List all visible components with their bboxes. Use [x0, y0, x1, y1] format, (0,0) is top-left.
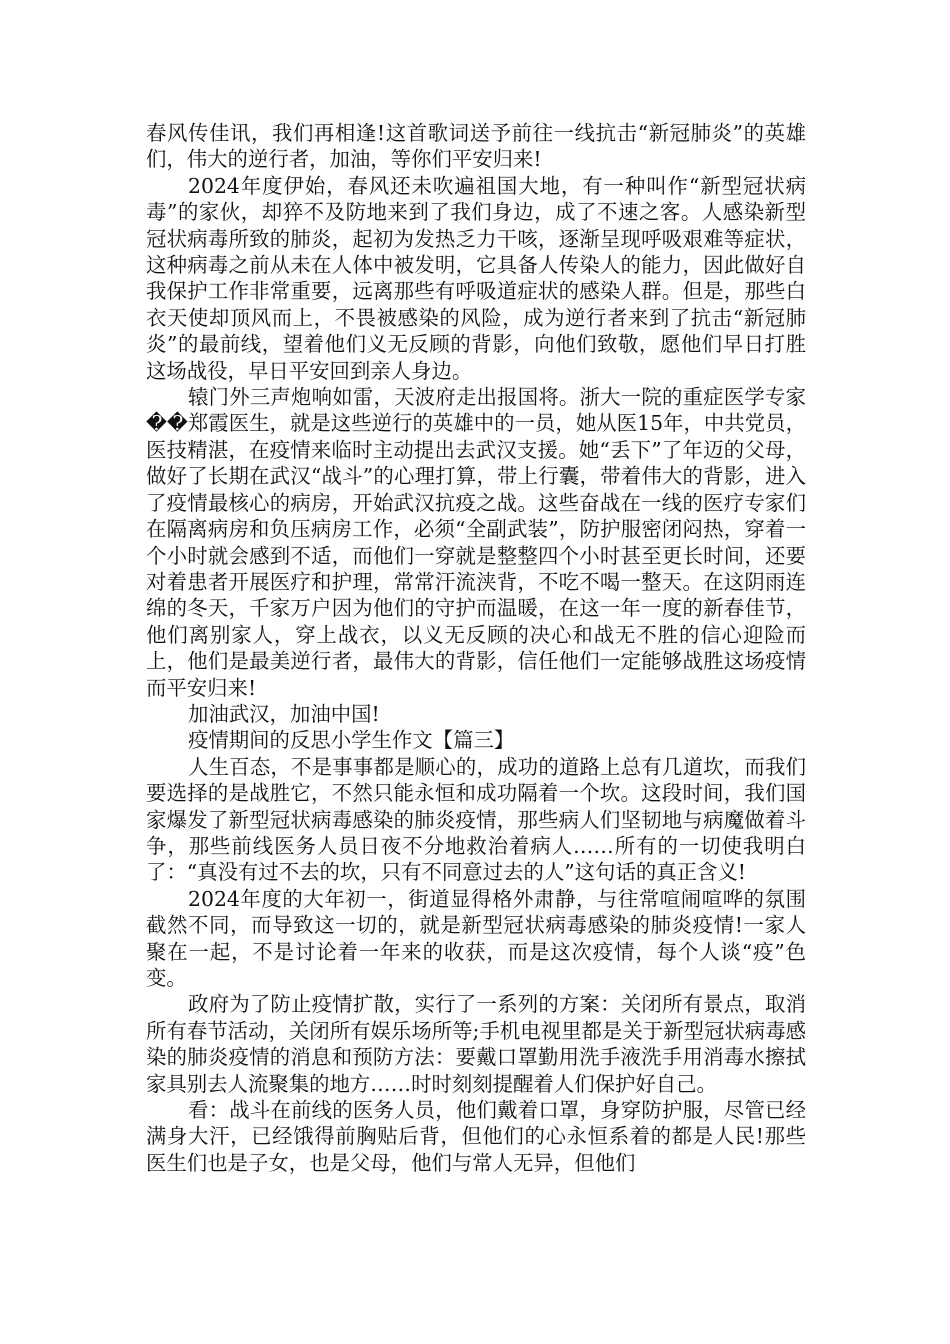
paragraph: 2024年度伊始，春风还未吹遍祖国大地，有一种叫作“新型冠状病毒”的家伙，却猝不及防地来到了我们身边，成了不速之客。人感染新型冠状病毒所致的肺炎，起初为发热乏力干咳，逐渐呈现呼吸艰难等症状，这种病毒之前从未在人体中被发明，它具备人传染人的能力，因此做好自我保护工作非常重要，远离那些有呼吸道症状的感染人群。但是，那些白衣天使却顶风而上，不畏被感染的风险，成为逆行者来到了抗击“新冠肺炎”的最前线，望着他们义无反顾的背影，向他们致敬，愿他们早日打胜这场战役，早日平安回到亲人身边。 [146, 173, 806, 383]
paragraph: 人生百态，不是事事都是顺心的，成功的道路上总有几道坎，而我们要选择的是战胜它，不然只能永恒和成功隔着一个坎。这段时间，我们国家爆发了新型冠状病毒感染的肺炎疫情，那些病人们坚韧地与病魔做着斗争，那些前线医务人员日夜不分地救治着病人……所有的一切使我明白了：“真没有过不去的坎，只有不同意过去的人”这句话的真正含义! [146, 754, 806, 885]
paragraph: 政府为了防止疫情扩散，实行了一系列的方案：关闭所有景点，取消所有春节活动，关闭所有娱乐场所等;手机电视里都是关于新型冠状病毒感染的肺炎疫情的消息和预防方法：要戴口罩勤用洗手液洗手用消毒水擦拭家具别去人流聚集的地方……时时刻刻提醒着人们保护好自己。 [146, 992, 806, 1096]
paragraph: 春风传佳讯，我们再相逢!这首歌词送予前往一线抗击“新冠肺炎”的英雄们，伟大的逆行者，加油，等你们平安归来! [146, 121, 806, 172]
paragraph: 看：战斗在前线的医务人员，他们戴着口罩，身穿防护服，尽管已经满身大汗，已经饿得前胸贴后背，但他们的心永恒系着的都是人民!那些医生们也是子女，也是父母，他们与常人无异，但他们 [146, 1098, 806, 1175]
paragraph: 2024年度的大年初一，街道显得格外肃静，与往常喧闹喧哗的氛围截然不同，而导致这一切的，就是新型冠状病毒感染的肺炎疫情!一家人聚在一起，不是讨论着一年来的收获，而是这次疫情，每个人谈“疫”色变。 [146, 886, 806, 990]
paragraph: 加油武汉，加油中国! [188, 701, 380, 726]
document-page [146, 120, 806, 1176]
paragraph: 辕门外三声炮响如雷，天波府走出报国将。浙大一院的重症医学专家��郑霞医生，就是这些逆行的英雄中的一员，她从医15年，中共党员，医技精湛，在疫情来临时主动提出去武汉支援。她“丢下”了年迈的父母，做好了长期在武汉“战斗”的心理打算，带上行囊，带着伟大的背影，进入了疫情最核心的病房，开始武汉抗疫之战。这些奋战在一线的医疗专家们在隔离病房和负压病房工作，必须“全副武装”，防护服密闭闷热，穿着一个小时就会感到不适，而他们一穿就是整整四个小时甚至更长时间，还要对着患者开展医疗和护理，常常汗流浃背，不吃不喝一整天。在这阴雨连绵的冬天，千家万户因为他们的守护而温暖，在这一年一度的新春佳节，他们离别家人，穿上战衣，以义无反顾的决心和战无不胜的信心迎险而上，他们是最美逆行者，最伟大的背影，信任他们一定能够战胜这场疫情而平安归来! [146, 385, 806, 700]
section-heading: 疫情期间的反思小学生作文【篇三】 [188, 728, 515, 753]
